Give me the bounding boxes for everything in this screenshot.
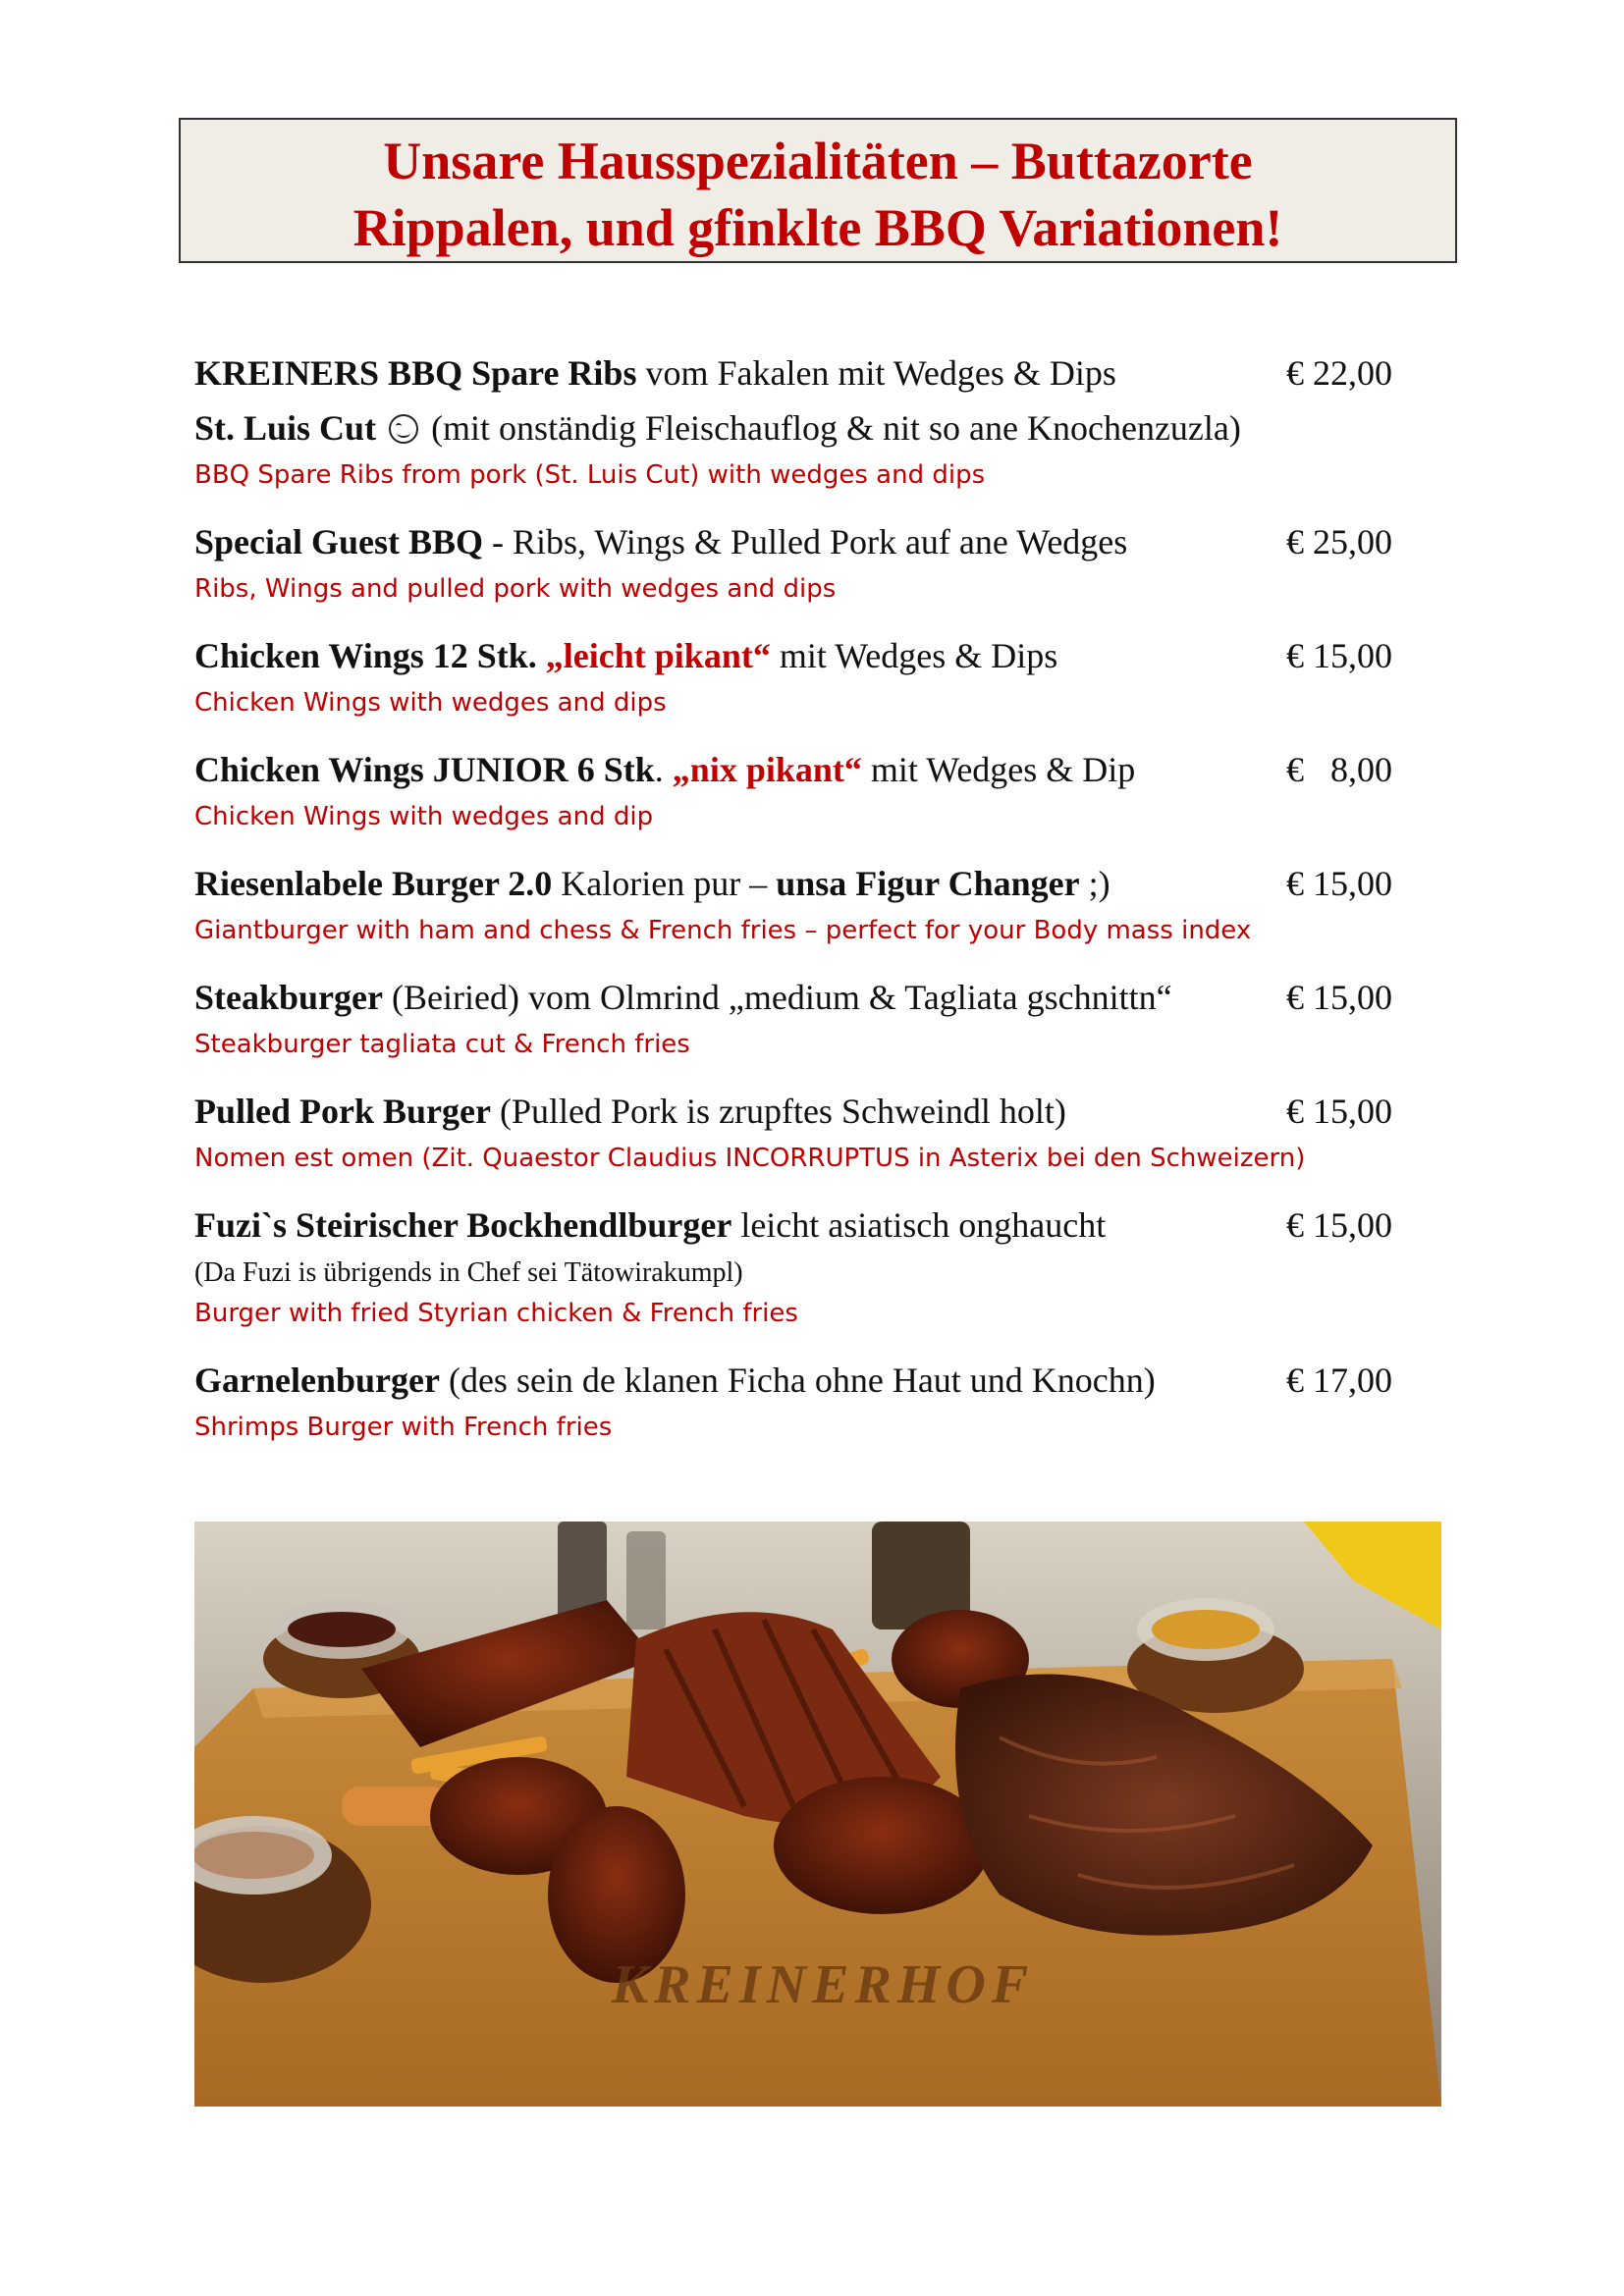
dish-price: € 15,00 xyxy=(1286,1205,1392,1245)
dish-english-description: Giantburger with ham and chess & French fries – perfect for your Body mass index xyxy=(194,916,1252,945)
dish-name: KREINERS BBQ Spare Ribs xyxy=(194,353,637,393)
menu-item-bockhendlburger xyxy=(194,1198,1392,1333)
spice-level: „nix pikant“ xyxy=(663,750,862,789)
menu-item-line xyxy=(194,1084,1392,1139)
dish-name: Chicken Wings 12 Stk. xyxy=(194,636,537,675)
dish-description: (Beiried) vom Olmrind „medium & Tagliata gschnittn“ xyxy=(383,978,1172,1017)
dish-english-description: Ribs, Wings and pulled pork with wedges and dips xyxy=(194,574,837,604)
dish-description: (des sein de klanen Ficha ohne Haut und Knochn) xyxy=(439,1361,1156,1400)
dish-name: Chicken Wings JUNIOR 6 Stk xyxy=(194,750,655,789)
dish-english-description: Burger with fried Styrian chicken & French fries xyxy=(194,1299,798,1328)
menu-item-line xyxy=(194,1198,1392,1253)
board-engraving-text: KREINERHOF xyxy=(611,1954,1035,2015)
dish-name-dot: . xyxy=(654,750,664,789)
bbq-platter-photo xyxy=(194,1522,1441,2107)
dish-note: (Da Fuzi is übrigends in Chef sei Tätowirakumpl) xyxy=(194,1257,743,1288)
dish-description-end: ;) xyxy=(1079,864,1110,903)
menu-item-spare-ribs xyxy=(194,346,1392,495)
menu-item-line xyxy=(194,514,1392,569)
menu-item-special-guest-bbq xyxy=(194,514,1392,609)
dish-price: € 22,00 xyxy=(1286,353,1392,393)
menu-list xyxy=(194,346,1392,1467)
menu-item-line xyxy=(194,1353,1392,1408)
dish-english-description: Nomen est omen (Zit. Quaestor Claudius INCORRUPTUS in Asterix bei den Schweizern) xyxy=(194,1144,1306,1173)
smiling-face-icon xyxy=(389,414,418,444)
dish-english-description: Chicken Wings with wedges and dips xyxy=(194,688,667,718)
dish-name: Riesenlabele Burger 2.0 xyxy=(194,864,553,903)
dish-price: € 15,00 xyxy=(1286,1092,1392,1131)
dish-price: € 15,00 xyxy=(1286,864,1392,903)
dish-price: € 8,00 xyxy=(1286,750,1392,789)
dish-price: € 15,00 xyxy=(1286,636,1392,675)
dish-highlight: unsa Figur Changer xyxy=(776,864,1080,903)
dish-name: Fuzi`s Steirischer Bockhendlburger xyxy=(194,1205,732,1245)
dish-description: leicht asiatisch onghaucht xyxy=(731,1205,1107,1245)
dish-english-description: BBQ Spare Ribs from pork (St. Luis Cut) with wedges and dips xyxy=(194,460,986,490)
menu-item-line xyxy=(194,346,1392,400)
dish-description: mit Wedges & Dips xyxy=(770,636,1058,675)
dish-description: vom Fakalen mit Wedges & Dips xyxy=(636,353,1116,393)
menu-item-line xyxy=(194,970,1392,1025)
menu-title-line-2: Rippalen, und gfinklte BBQ Variationen! xyxy=(352,198,1283,257)
dish-english-description: Chicken Wings with wedges and dip xyxy=(194,802,654,831)
menu-title-line-1: Unsare Hausspezialitäten – Buttazorte xyxy=(383,132,1253,190)
menu-item-garnelenburger xyxy=(194,1353,1392,1447)
spice-level: „leicht pikant“ xyxy=(536,636,771,675)
dish-price: € 15,00 xyxy=(1286,978,1392,1017)
dish-english-description: Steakburger tagliata cut & French fries xyxy=(194,1030,690,1059)
dish-price: € 25,00 xyxy=(1286,522,1392,561)
menu-item-line xyxy=(194,856,1392,911)
menu-item-chicken-wings-junior xyxy=(194,742,1392,836)
dish-description: Kalorien pur – xyxy=(552,864,777,903)
dish-cut-name: St. Luis Cut xyxy=(194,408,377,448)
menu-title-box xyxy=(179,118,1457,263)
menu-item-riesenlabele-burger xyxy=(194,856,1392,950)
dish-cut-description: (mit onständig Fleischauflog & nit so ane Knochenzuzla) xyxy=(422,408,1241,448)
dish-description: - Ribs, Wings & Pulled Pork auf ane Wedges xyxy=(483,522,1128,561)
dish-price: € 17,00 xyxy=(1286,1361,1392,1400)
dish-description: (Pulled Pork is zrupftes Schweindl holt) xyxy=(490,1092,1066,1131)
menu-item-steakburger xyxy=(194,970,1392,1064)
menu-item-chicken-wings-12 xyxy=(194,628,1392,722)
dish-english-description: Shrimps Burger with French fries xyxy=(194,1413,613,1442)
dish-description: mit Wedges & Dip xyxy=(861,750,1136,789)
menu-item-line xyxy=(194,742,1392,797)
dish-name: Garnelenburger xyxy=(194,1361,440,1400)
menu-item-line xyxy=(194,628,1392,683)
menu-item-line-2 xyxy=(194,400,1392,455)
dish-name: Pulled Pork Burger xyxy=(194,1092,491,1131)
dish-name: Special Guest BBQ xyxy=(194,522,484,561)
menu-item-pulled-pork-burger xyxy=(194,1084,1392,1178)
dish-name: Steakburger xyxy=(194,978,383,1017)
